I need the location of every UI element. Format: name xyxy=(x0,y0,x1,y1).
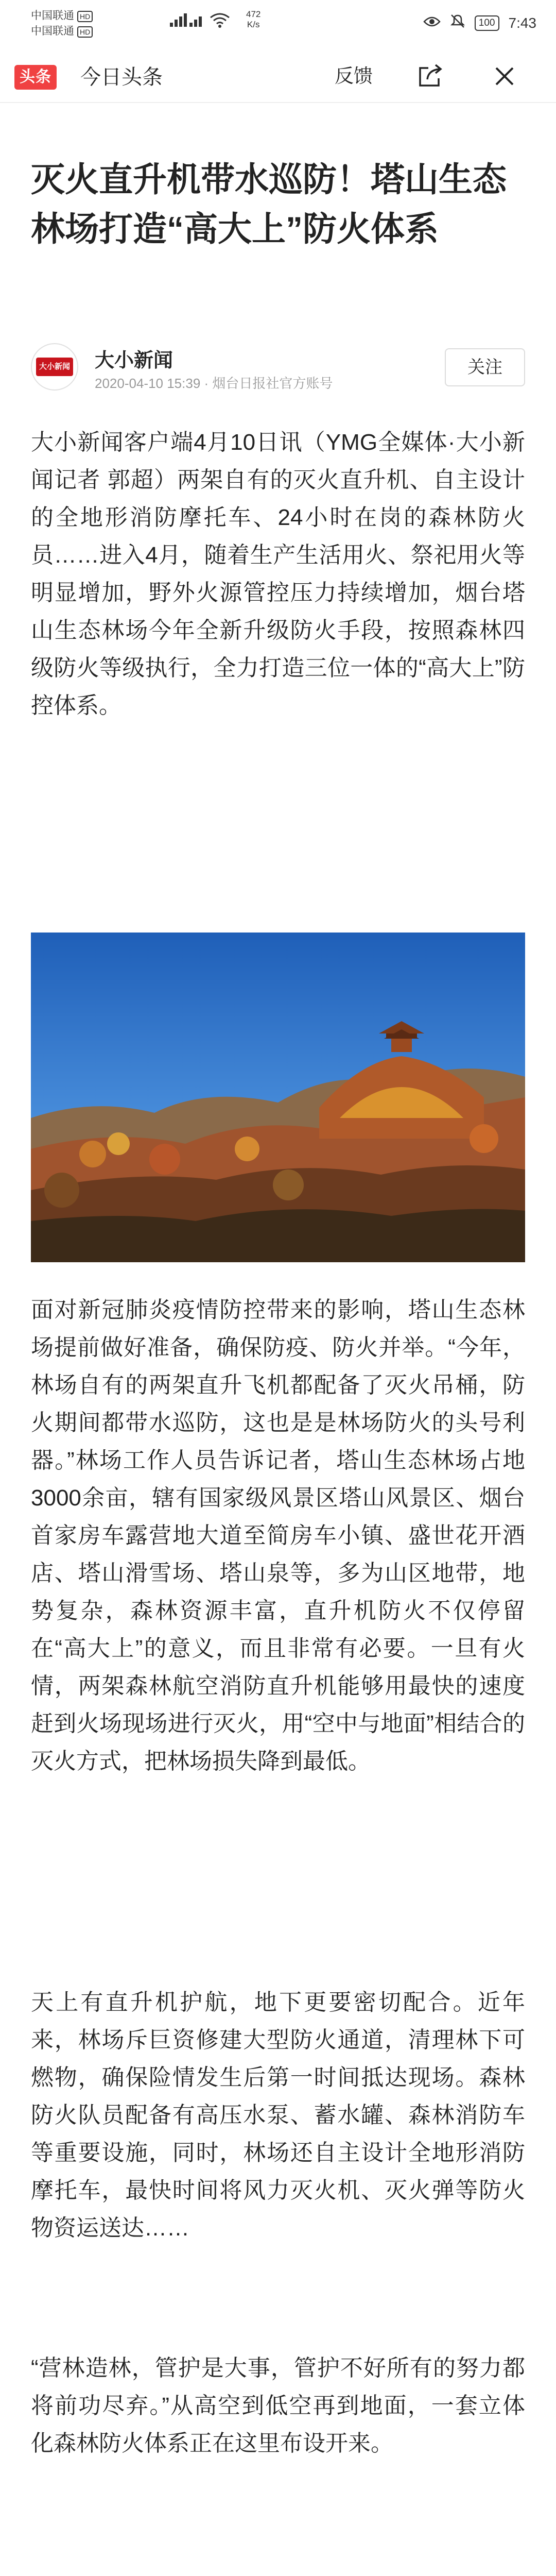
hd-badge: HD xyxy=(77,26,93,38)
network-speed xyxy=(246,9,260,30)
close-icon[interactable] xyxy=(489,61,520,92)
signal-wifi-icons xyxy=(170,12,230,31)
author-name[interactable]: 大小新闻 xyxy=(95,350,173,371)
article-paragraph: 大小新闻客户端4月10日讯（YMG全媒体·大小新闻记者 郭超）两架自有的灭火直升机、自主设计的全地形消防摩托车、24小时在岗的森林防火员……进入4月，随着生产生活用火、祭祀用火等明显增加，野外火源管控压力持续增加，烟台塔山生态林场今年全新升级防火手段，按照森林四级防火等级执行，全力打造三位一体的“高大上”防控体系。 xyxy=(31,430,525,718)
app-name: 今日头条 xyxy=(80,66,163,89)
article-paragraph: “营林造林，管护是大事，管护不好所有的努力都将前功尽弃。”从高空到低空再到地面，一套立体化森林防火体系正在这里布设开来。 xyxy=(31,2355,525,2456)
article-photo xyxy=(31,933,525,1262)
carrier-2 xyxy=(31,23,93,38)
follow-button[interactable]: 关注 xyxy=(445,348,525,386)
status-bar xyxy=(0,0,556,49)
carrier-2-label: 中国联通 xyxy=(31,25,74,37)
share-icon[interactable] xyxy=(415,61,446,92)
article-paragraph: 面对新冠肺炎疫情防控带来的影响，塔山生态林场提前做好准备，确保防疫、防火并举。“今年，林场自有的两架直升飞机都配备了灭火吊桶，防火期间都带水巡防，这也是是林场防火的头号利器。”林场工作人员告诉记者，塔山生态林场占地3000余亩，辖有国家级风景区塔山风景区、烟台首家房车露营地大道至简房车小镇、盛世花开酒店、塔山滑雪场、塔山泉等，多为山区地带，地势复杂，森林资源丰富，直升机防火不仅停留在“高大上”的意义，而且非常有必要。一旦有火情，两架森林航空消防直升机能够用最快的速度赶到火场现场进行灭火，用“空中与地面”相结合的灭火方式，把林场损失降到最低。 xyxy=(31,1297,525,1774)
clock: 7:43 xyxy=(508,14,536,31)
eye-icon xyxy=(423,15,441,31)
author-avatar[interactable] xyxy=(31,343,78,391)
wifi-icon xyxy=(210,17,230,31)
carrier-1 xyxy=(31,7,93,23)
signal-icon xyxy=(170,17,210,31)
hd-badge: HD xyxy=(77,11,93,22)
net-speed-unit: K/s xyxy=(247,20,260,29)
feedback-button[interactable]: 反馈 xyxy=(335,65,373,87)
battery-indicator xyxy=(475,15,499,31)
net-speed-value: 472 xyxy=(246,9,261,19)
system-tray xyxy=(423,13,536,32)
mute-icon xyxy=(450,13,465,32)
app-header xyxy=(0,49,556,103)
app-logo: 头条 xyxy=(14,65,57,90)
battery-level: 100 xyxy=(478,17,495,28)
carrier-1-label: 中国联通 xyxy=(31,10,74,22)
author-meta: 2020-04-10 15:39 · 烟台日报社官方账号 xyxy=(95,376,333,391)
article-title: 灭火直升机带水巡防！塔山生态林场打造“高大上”防火体系 xyxy=(31,160,507,248)
article-paragraph: 天上有直升机护航，地下更要密切配合。近年来，林场斥巨资修建大型防火通道，清理林下可燃物，确保险情发生后第一时间抵达现场。森林防火队员配备有高压水泵、蓄水罐、森林消防车等重要设施，同时，林场还自主设计全地形消防摩托车，最快时间将风力灭火机、灭火弹等防火物资运送达…… xyxy=(31,1990,525,2241)
author-avatar-logo: 大小新闻 xyxy=(36,358,73,376)
author-row xyxy=(31,341,525,393)
